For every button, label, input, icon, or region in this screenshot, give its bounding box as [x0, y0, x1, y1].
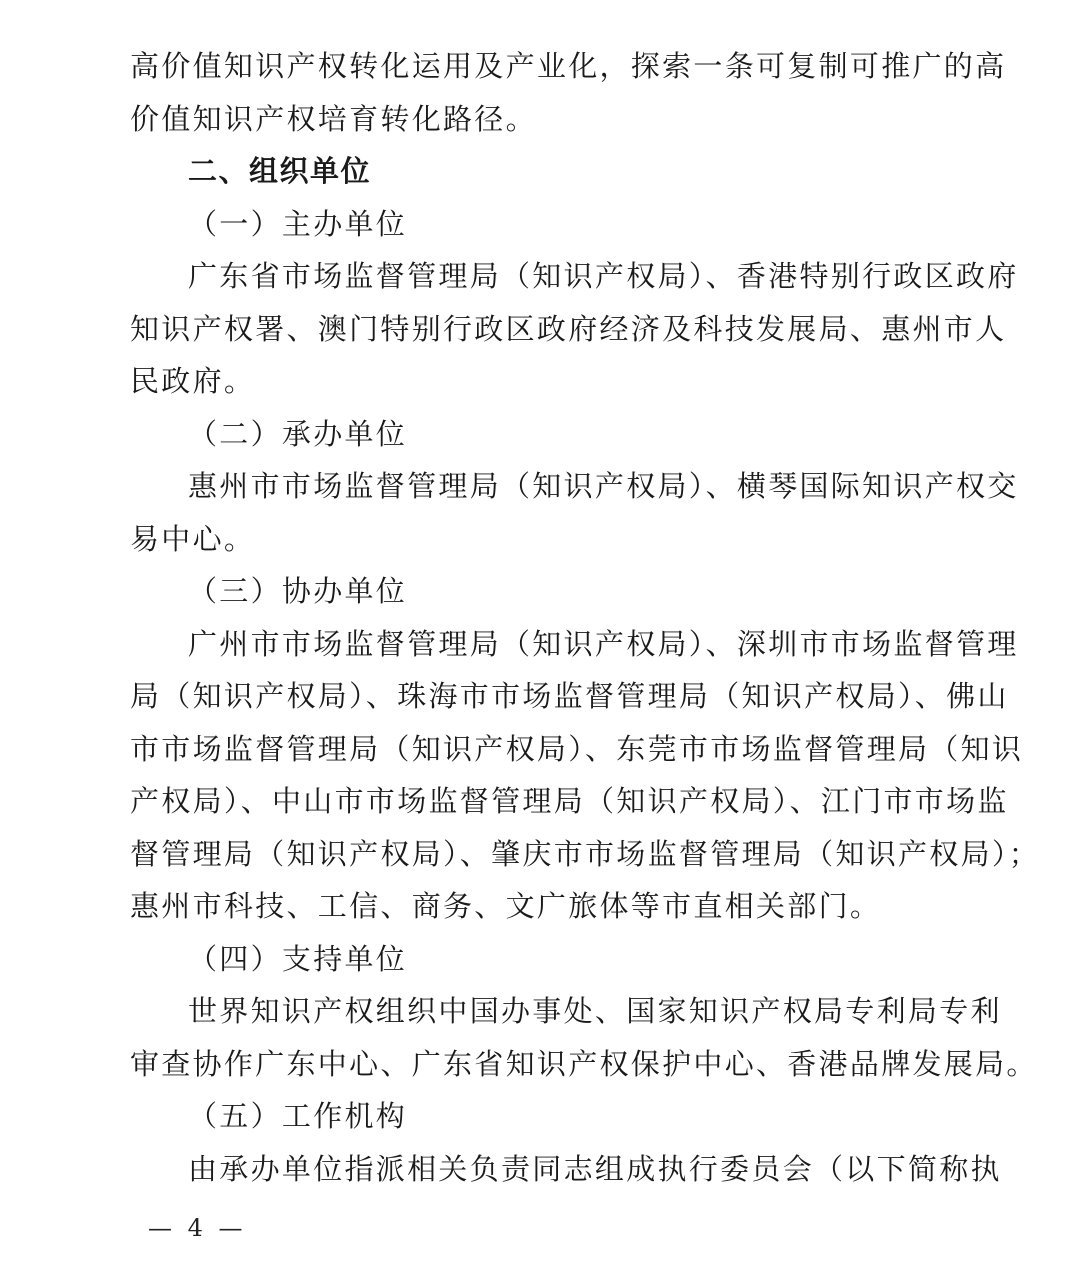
intro-line-2: 价值知识产权培育转化路径。: [130, 101, 537, 136]
co-organizer-heading: （三）协办单位: [188, 574, 408, 608]
intro-line-1: 高价值知识产权转化运用及产业化，探索一条可复制可推广的高: [130, 49, 1007, 83]
working-body-text-line: 由承办单位指派相关负责同志组成执行委员会（以下简称执: [188, 1151, 1002, 1186]
document-body: [130, 40, 1041, 1195]
co-organizer-text-line: 惠州市科技、工信、商务、文广旅体等市直相关部门。: [130, 889, 882, 923]
section-2-heading: 二、组织单位: [188, 154, 372, 188]
organizer-text-line: 易中心。: [130, 521, 256, 556]
co-organizer-text-line: 督管理局（知识产权局）、肇庆市市场监督管理局（知识产权局）；: [130, 836, 1041, 871]
host-text-line: 民政府。: [130, 364, 256, 398]
page-number: — 4 —: [148, 1214, 247, 1242]
working-body-heading: （五）工作机构: [188, 1099, 408, 1133]
supporter-text-line: 世界知识产权组织中国办事处、国家知识产权局专利局专利: [188, 994, 1002, 1028]
host-text-line: 知识产权署、澳门特别行政区政府经济及科技发展局、惠州市人: [130, 311, 1007, 346]
organizer-heading: （二）承办单位: [188, 416, 408, 451]
host-heading: （一）主办单位: [188, 206, 408, 241]
co-organizer-text-line: 局（知识产权局）、珠海市市场监督管理局（知识产权局）、佛山: [130, 679, 1009, 713]
supporter-heading: （四）支持单位: [188, 941, 408, 976]
co-organizer-text-line: 广州市市场监督管理局（知识产权局）、深圳市市场监督管理: [188, 626, 1019, 661]
supporter-text-line: 审查协作广东中心、广东省知识产权保护中心、香港品牌发展局。: [130, 1046, 1038, 1081]
co-organizer-text-line: 产权局）、中山市市场监督管理局（知识产权局）、江门市市场监: [130, 784, 1009, 818]
co-organizer-text-line: 市市场监督管理局（知识产权局）、东莞市市场监督管理局（知识: [130, 731, 1024, 766]
organizer-text-line: 惠州市市场监督管理局（知识产权局）、横琴国际知识产权交: [188, 469, 1019, 503]
host-text-line: 广东省市场监督管理局（知识产权局）、香港特别行政区政府: [188, 259, 1019, 293]
